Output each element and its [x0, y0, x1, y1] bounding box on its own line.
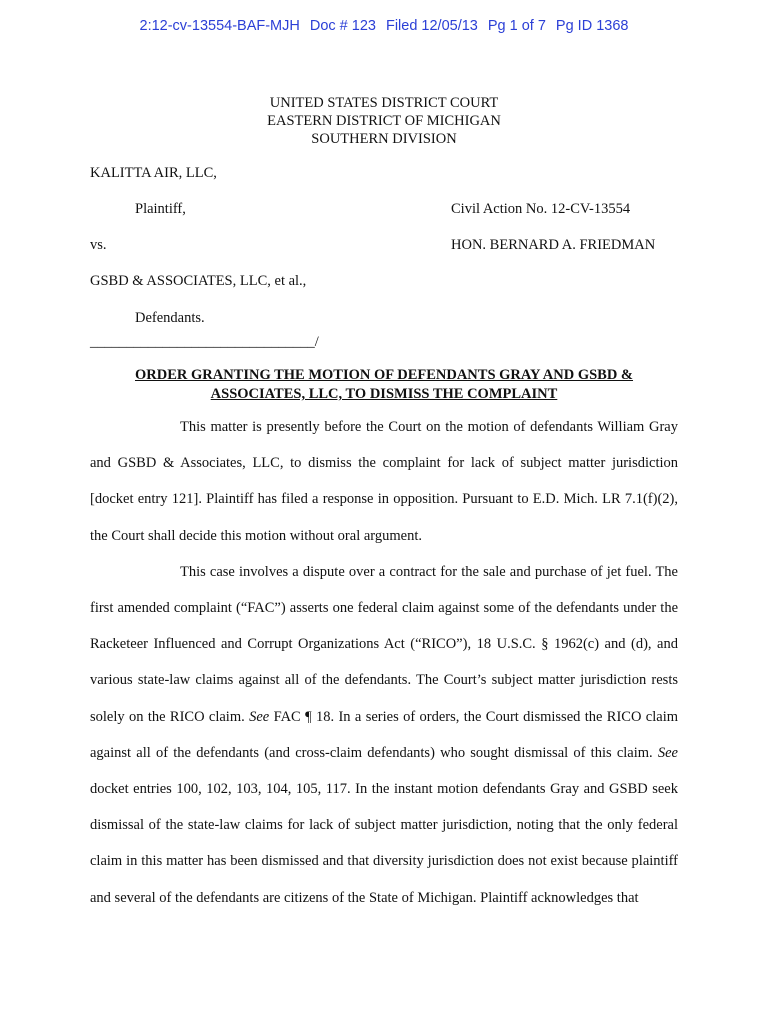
versus: vs.	[90, 237, 107, 253]
judge-name: HON. BERNARD A. FRIEDMAN	[451, 237, 656, 253]
plaintiff-name: KALITTA AIR, LLC,	[90, 165, 217, 181]
court-heading	[0, 94, 768, 148]
paragraph-2-part-b: FAC ¶ 18. In a series of orders, the Court dismissed the RICO claim against all of the defendants (and cross-claim defendants) who sought dismissal of this claim.	[90, 708, 679, 761]
court-division: SOUTHERN DIVISION	[311, 131, 457, 147]
order-title	[0, 366, 768, 404]
paragraph-1: This matter is presently before the Court on the motion of defendants William Gray and GSBD & Associates, LLC, to dismiss the complaint for lack of subject matter jurisdiction [docket entry 121]. Plaintiff has filed a response in opposition. Pursuant to E.D. Mich. LR 7.1(f)(2), the Court shall decide this motion without oral argument.	[90, 419, 678, 544]
doc-number: Doc # 123	[309, 18, 376, 34]
court-name: UNITED STATES DISTRICT COURT	[269, 95, 499, 111]
civil-action-number: Civil Action No. 12-CV-13554	[451, 201, 631, 217]
paragraph-2-part-a: This case involves a dispute over a contract for the sale and purchase of jet fuel. The first amended complaint (“FAC”) asserts one federal claim against some of the defendants under the Racketeer Influenced and Corrupt Organizations Act (“RICO”), 18 U.S.C. § 1962(c) and (d), and various state-law claims against all of the defendants. The Court’s subject matter jurisdiction rests solely on the RICO claim.	[90, 563, 678, 725]
order-body	[90, 409, 678, 916]
filed-date: Filed 12/05/13	[385, 18, 478, 34]
case-number: 2:12-cv-13554-BAF-MJH	[139, 18, 300, 34]
paragraph-2-part-c: docket entries 100, 102, 103, 104, 105, 117. In the instant motion defendants Gray and GSBD seek dismissal of the state-law claims for lack of subject matter jurisdiction, noting that the only federal claim in this matter has been dismissed and that diversity jurisdiction does not exist because plaintiff and several of the defendants are citizens of the State of Michigan. Plaintiff acknowledges that	[90, 781, 678, 906]
plaintiff-label: Plaintiff,	[135, 201, 186, 217]
caption-signature-line: _______________________________/	[90, 334, 319, 350]
defendant-name: GSBD & ASSOCIATES, LLC, et al.,	[90, 273, 307, 289]
defendant-label: Defendants.	[135, 310, 205, 326]
see-signal-2: See	[657, 744, 678, 761]
court-district: EASTERN DISTRICT OF MICHIGAN	[267, 113, 501, 129]
paragraph-2	[90, 554, 678, 916]
see-signal-1: See	[249, 708, 270, 725]
order-title-line-1: ORDER GRANTING THE MOTION OF DEFENDANTS GRAY AND GSBD &	[134, 367, 634, 383]
docket-header	[0, 18, 768, 34]
order-title-line-2: ASSOCIATES, LLC, TO DISMISS THE COMPLAINT	[210, 386, 558, 402]
page-count: Pg 1 of 7	[487, 18, 546, 34]
page-id: Pg ID 1368	[555, 18, 629, 34]
